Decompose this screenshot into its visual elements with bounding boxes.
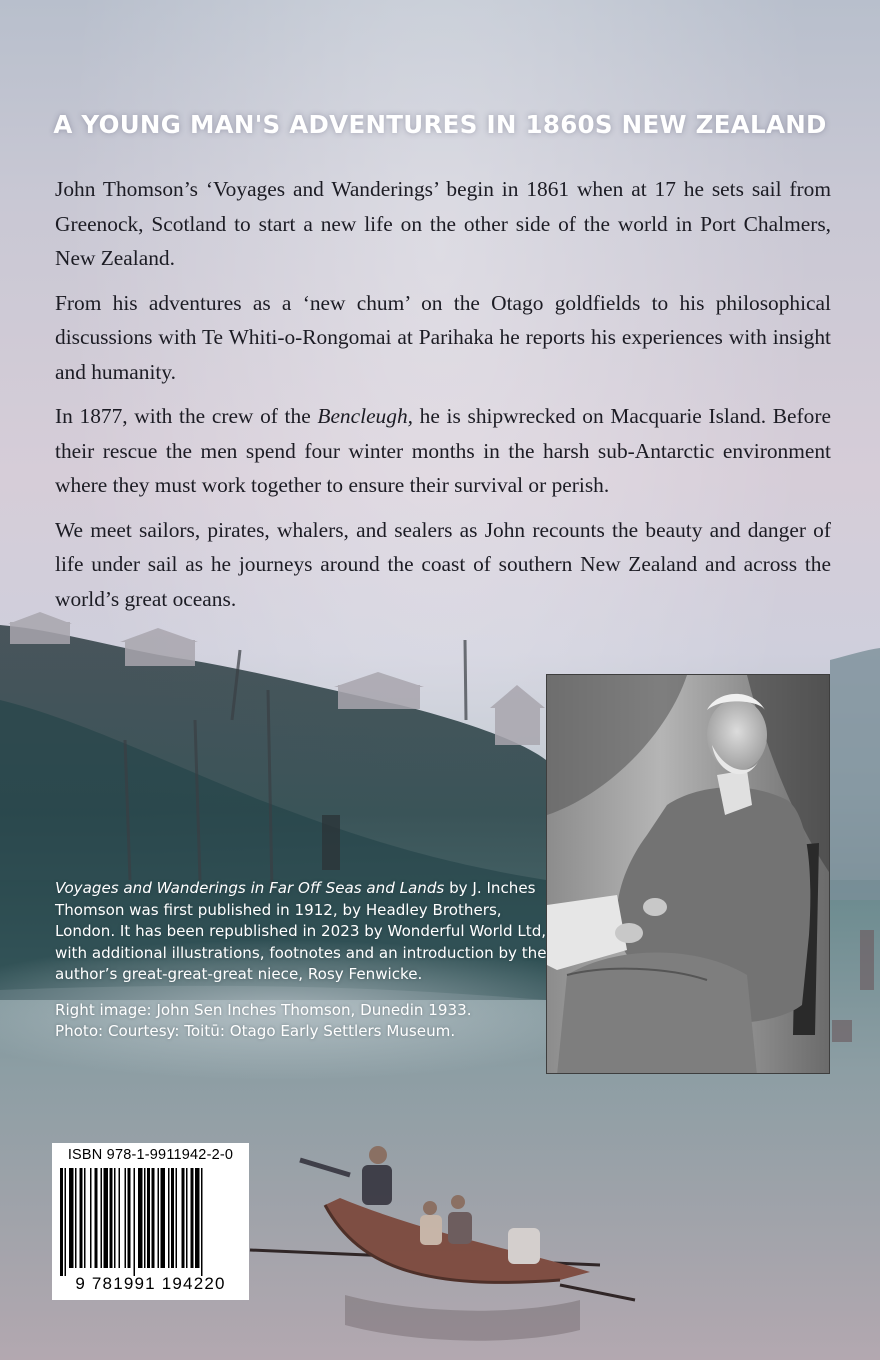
barcode-bar: [80, 1168, 83, 1268]
barcode-bar: [171, 1168, 174, 1268]
barcode-bar: [138, 1168, 143, 1268]
barcode-bar: [60, 1168, 63, 1276]
barcode-bar: [114, 1168, 116, 1268]
barcode-bar: [168, 1168, 170, 1268]
barcode-bar: [176, 1168, 178, 1268]
barcode-bar: [147, 1168, 150, 1268]
isbn-label: ISBN 978-1-9911942-2-0: [67, 1147, 234, 1163]
barcode-bar: [144, 1168, 146, 1268]
book-blurb: [55, 172, 831, 626]
image-credit-line-2: Photo: Courtesy: Toitū: Otago Early Settlers Museum.: [55, 1022, 456, 1040]
blurb-paragraph-1: John Thomson’s ‘Voyages and Wanderings’ begin in 1861 when at 17 he sets sail from Greenock, Scotland to start a new life on the other side of the world in Port Chalmers, New Zealand.: [55, 177, 831, 270]
barcode-bar: [75, 1168, 77, 1268]
blurb-p3-start: In 1877, with the crew of the: [55, 404, 318, 428]
barcode-bar: [201, 1168, 203, 1276]
isbn-digits: 9 781991 194220: [75, 1274, 226, 1293]
blurb-paragraph-3: [55, 399, 831, 503]
barcode-bar: [65, 1168, 67, 1276]
image-credit-line-1: Right image: John Sen Inches Thomson, Dunedin 1933.: [55, 1000, 472, 1019]
barcode-bar: [90, 1168, 92, 1268]
book-title: Voyages and Wanderings in Far Off Seas and Lands: [55, 879, 445, 897]
barcode-bar: [84, 1168, 86, 1268]
publication-caption: [55, 878, 555, 1043]
barcode-bar: [152, 1168, 155, 1268]
publication-note: [55, 878, 555, 986]
barcode-bar: [110, 1168, 113, 1268]
headline: A YOUNG MAN'S ADVENTURES IN 1860S NEW ZEALAND: [53, 110, 827, 139]
barcode-bar: [182, 1168, 185, 1268]
barcode-bar: [119, 1168, 121, 1268]
barcode-bar: [161, 1168, 166, 1268]
barcode-bar: [134, 1168, 136, 1276]
publication-details: by J. Inches Thomson was first published in 1912, by Headley Brothers, London. It has been republished in 2023 by Wonderful World Ltd, with additional illustrations, footnotes and an introduction by the author’s great-great-great niece, Rosy Fenwicke.: [55, 879, 547, 983]
ship-name: Bencleugh,: [317, 404, 413, 428]
blurb-paragraph-4: We meet sailors, pirates, whalers, and sealers as John recounts the beauty and danger of life under sail as he journeys around the coast of southern New Zealand and across the world’s great oceans.: [55, 517, 831, 611]
barcode-bar: [158, 1168, 160, 1268]
isbn-barcode: [52, 1143, 249, 1300]
barcode-bar: [125, 1168, 127, 1268]
barcode-bar: [95, 1168, 98, 1268]
barcode-bar: [186, 1168, 188, 1268]
barcode-bar: [101, 1168, 103, 1268]
barcode-bar: [191, 1168, 194, 1268]
blurb-paragraph-2: From his adventures as a ‘new chum’ on the Otago goldfields to his philosophical discussions with Te Whiti-o-Rongomai at Parihaka he reports his experiences with insight and humanity.: [55, 290, 831, 384]
barcode-bar: [128, 1168, 131, 1268]
blurb-p3-end: he is shipwrecked on Macquarie Island. Before their rescue the men spend four winter months in the harsh sub-Antarctic environment where they must work together to ensure their survival or perish.: [55, 404, 831, 497]
barcode-bars: [60, 1168, 241, 1276]
barcode-bar: [69, 1168, 74, 1268]
barcode-bar: [195, 1168, 200, 1268]
barcode-bar: [104, 1168, 109, 1268]
author-portrait-photo: [546, 674, 830, 1074]
